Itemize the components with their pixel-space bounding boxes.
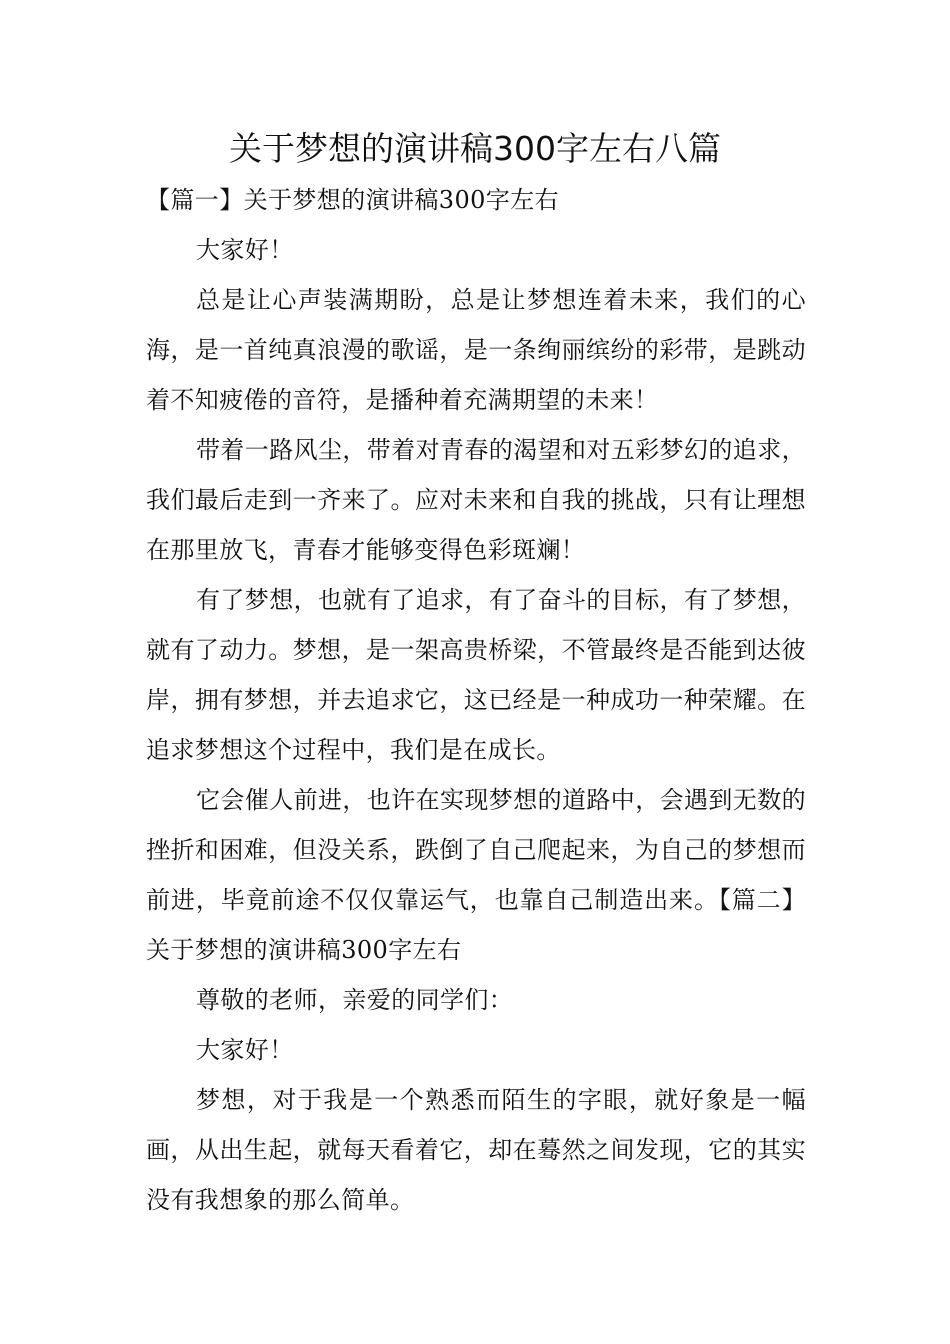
paragraph: 大家好！: [196, 236, 294, 264]
paragraph: 总是让心声装满期盼，总是让梦想连着未来，我们的心海，是一首纯真浪漫的歌谣，是一条绚丽缤纷的彩带，是跳动着不知疲倦的音符，是播种着充满期望的未来！: [146, 286, 806, 414]
paragraph: 尊敬的老师，亲爱的同学们：: [196, 986, 514, 1014]
document-body: [146, 175, 806, 1225]
paragraph: 梦想，对于我是一个熟悉而陌生的字眼，就好象是一幅画，从出生起，就每天看着它，却在蓦然之间发现，它的其实没有我想象的那么简单。: [146, 1086, 806, 1214]
paragraph: 大家好！: [196, 1036, 294, 1064]
paragraph: 带着一路风尘，带着对青春的渴望和对五彩梦幻的追求，我们最后走到一齐来了。应对未来和自我的挑战，只有让理想在那里放飞，青春才能够变得色彩斑斓！: [146, 436, 806, 564]
paragraph: 有了梦想，也就有了追求，有了奋斗的目标，有了梦想，就有了动力。梦想，是一架高贵桥梁，不管最终是否能到达彼岸，拥有梦想，并去追求它，这已经是一种成功一种荣耀。在追求梦想这个过程中，我们是在成长。: [146, 586, 806, 764]
section-heading: 【篇一】关于梦想的演讲稿300字左右: [146, 186, 560, 214]
document-title: 关于梦想的演讲稿300字左右八篇: [229, 129, 721, 168]
paragraph: 它会催人前进，也许在实现梦想的道路中，会遇到无数的挫折和困难，但没关系，跌倒了自己爬起来，为自己的梦想而前进，毕竟前途不仅仅靠运气，也靠自己制造出来。【篇二】关于梦想的演讲稿300字左右: [146, 786, 806, 964]
